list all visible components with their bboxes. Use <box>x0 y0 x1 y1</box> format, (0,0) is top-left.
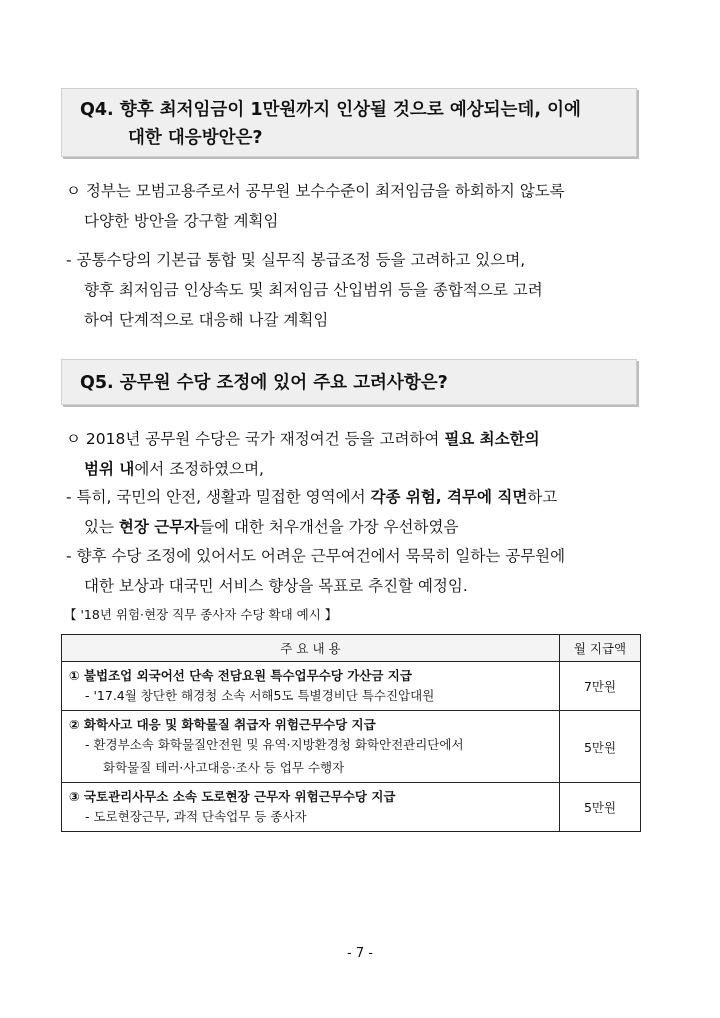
question-q5-line1: Q5. 공무원 수당 조정에 있어 주요 고려사항은? <box>80 373 448 393</box>
q5-answer-paragraph-2 <box>66 482 644 542</box>
row-title: ② 화학사고 대응 및 화학물질 취급자 위험근무수당 지급 <box>69 717 376 732</box>
table-row <box>62 662 641 711</box>
table-cell-amount: 7만원 <box>560 662 641 711</box>
q5-answer-p2-text3: 들에 대한 처우개선을 가장 우선하였음 <box>199 518 459 536</box>
q4-answer-p2-line1: - 공통수당의 기본급 통합 및 실무직 봉급조정 등을 고려하고 있으며, <box>66 251 526 269</box>
table-caption: 【 '18년 위험·현장 직무 종사자 수당 확대 예시 】 <box>64 607 338 622</box>
q5-answer-p3-line2: 대한 보상과 대국민 서비스 향상을 목표로 추진할 예정임. <box>84 577 468 595</box>
page-number: - 7 - <box>347 946 373 961</box>
question-q4-box <box>61 88 637 157</box>
table-cell-amount: 5만원 <box>560 783 641 832</box>
row-detail: - 도로현장근무, 과적 단속업무 등 종사자 <box>85 809 307 824</box>
table-cell-amount: 5만원 <box>560 711 641 783</box>
q5-answer-paragraph-3 <box>66 541 644 601</box>
allowance-example-table <box>61 634 641 832</box>
q5-answer-p1-text: ㅇ 2018년 공무원 수당은 국가 재정여건 등을 고려하여 <box>66 430 445 448</box>
q4-answer-p1-line1: ㅇ 정부는 모범고용주로서 공무원 보수수준이 최저임금을 하회하지 않도록 <box>66 182 565 200</box>
question-q5-box <box>61 359 637 405</box>
q5-answer-p2-bold2: 현장 근무자 <box>118 518 200 536</box>
q5-answer-p2-line2 <box>66 512 644 542</box>
table-cell-content <box>62 711 560 783</box>
q4-answer-p2-line2: 향후 최저임금 인상속도 및 최저임금 산입범위 등을 종합적으로 고려 <box>84 281 543 299</box>
table-row <box>62 783 641 832</box>
row-detail: - 환경부소속 화학물질안전원 및 유역·지방환경청 화학안전관리단에서 <box>85 737 464 752</box>
table-header-content: 주 요 내 용 <box>62 635 560 662</box>
q5-answer-p2-bold: 각종 위험, 격무에 직면 <box>370 488 528 506</box>
table-cell-content <box>62 783 560 832</box>
q5-answer-p1-bold-scope: 범위 내 <box>84 460 135 478</box>
row-detail-continued: 화학물질 테러·사고대응·조사 등 업무 수행자 <box>103 760 345 775</box>
q5-answer-p2-line1 <box>66 482 644 512</box>
q5-answer-paragraph-1 <box>66 424 644 484</box>
q5-answer-p1-line2 <box>66 454 644 484</box>
row-title: ① 불법조업 외국어선 단속 전담요원 특수업무수당 가산금 지급 <box>69 668 412 683</box>
q4-answer-p1-line2: 다양한 방안을 강구할 계획임 <box>84 212 279 230</box>
q4-answer-paragraph-1 <box>66 176 644 236</box>
q4-answer-p2-line3: 하여 단계적으로 대응해 나갈 계획임 <box>84 311 329 329</box>
q5-answer-p1-line1 <box>66 424 644 454</box>
row-title: ③ 국토관리사무소 소속 도로현장 근무자 위험근무수당 지급 <box>69 789 396 804</box>
q5-answer-p3-line1: - 향후 수당 조정에 있어서도 어려운 근무여건에서 묵묵히 일하는 공무원에 <box>66 547 566 565</box>
row-detail: - '17.4월 창단한 해경청 소속 서해5도 특별경비단 특수진압대원 <box>85 688 435 703</box>
table-cell-content <box>62 662 560 711</box>
table-header-amount: 월 지급액 <box>560 635 641 662</box>
table-row <box>62 711 641 783</box>
q5-answer-p1-bold: 필요 최소한의 <box>444 430 540 448</box>
table-header-row <box>62 635 641 662</box>
q5-answer-p2-text2: 있는 <box>84 518 119 536</box>
q5-answer-p1-text-end: 에서 조정하였으며, <box>134 460 264 478</box>
question-q4-line2: 대한 대응방안은? <box>128 128 263 148</box>
q5-answer-p2-text-end: 하고 <box>527 488 558 506</box>
q4-answer-paragraph-2 <box>66 245 644 335</box>
q5-answer-p2-text: - 특히, 국민의 안전, 생활과 밀접한 영역에서 <box>66 488 371 506</box>
question-q4-line1: Q4. 향후 최저임금이 1만원까지 인상될 것으로 예상되는데, 이에 <box>80 100 581 120</box>
